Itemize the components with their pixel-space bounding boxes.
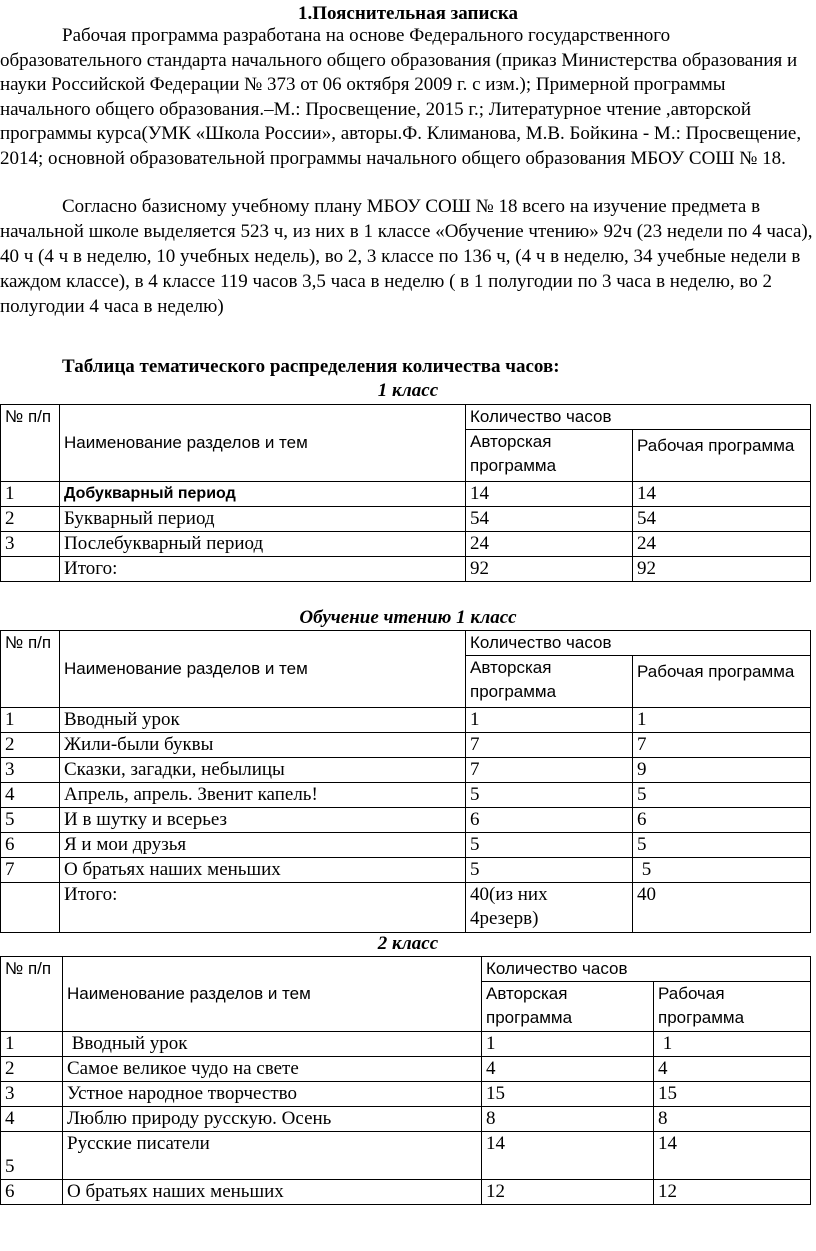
table3 xyxy=(0,956,811,1205)
table-row: 5 Русские писатели 14 14 xyxy=(1,1132,811,1180)
table-row: 2 Жили-были буквы 7 7 xyxy=(1,733,811,758)
table-row: 3 Сказки, загадки, небылицы 7 9 xyxy=(1,758,811,783)
table3-caption: 2 класс xyxy=(377,933,439,954)
table2 xyxy=(0,630,811,933)
header-work: Рабочая программа xyxy=(633,656,811,708)
header-work: Рабочая программа xyxy=(654,982,811,1032)
table-row: 4 Люблю природу русскую. Осень 8 8 xyxy=(1,1107,811,1132)
header-hours: Количество часов xyxy=(466,405,811,430)
table-row: Итого: 92 92 xyxy=(1,557,811,582)
table-row: 3 Устное народное творчество 15 15 xyxy=(1,1082,811,1107)
table1-caption: 1 класс xyxy=(377,380,439,401)
header-author: Авторская программа xyxy=(482,982,654,1032)
table-row: 2 Самое великое чудо на свете 4 4 xyxy=(1,1057,811,1082)
intro-paragraph xyxy=(0,24,812,171)
intro-paragraph-text: Рабочая программа разработана на основе Федерального государственного образовательного стандарта начального общего образования (приказ Министерства образования и науки Российской Федерации № 373 от 06 октября 2009 г. с изм.); Примерной программы начального общего образования.–М.: Просвещение, 2015 г.; Литературное чтение ,авторской программы курса(УМК «Школа России», авторы.Ф. Климанова, М.В. Бойкина - М.: Просвещение, 2014; основной образовательной программы начального общего образования МБОУ СОШ № 18. xyxy=(0,25,802,169)
table-row: Итого: 40(из них 4резерв) 40 xyxy=(1,883,811,933)
header-name: Наименование разделов и тем xyxy=(60,631,466,708)
table-heading: Таблица тематического распределения количества часов: xyxy=(62,356,560,377)
section-heading: 1.Пояснительная записка xyxy=(297,3,519,24)
table-row: 5 И в шутку и всерьез 6 6 xyxy=(1,808,811,833)
header-hours: Количество часов xyxy=(482,957,811,982)
table-row: 1 Добукварный период 14 14 xyxy=(1,482,811,507)
header-author: Авторская программа xyxy=(466,430,633,482)
header-author: Авторская программа xyxy=(466,656,633,708)
hours-paragraph-text: Согласно базисному учебному плану МБОУ СОШ № 18 всего на изучение предмета в начальной школе выделяется 523 ч, из них в 1 классе «Обучение чтению» 92ч (23 недели по 4 часа), 40 ч (4 ч в неделю, 10 учебных недель), во 2, 3 классе по 136 ч, (4 ч в неделю, 34 учебные недели в каждом классе), в 4 классе 119 часов 3,5 часа в неделю ( в 1 полугодии по 3 часа в неделю, во 2 полугодии 4 часа в неделю) xyxy=(0,196,813,317)
table-row: 6 О братьях наших меньших 12 12 xyxy=(1,1180,811,1205)
header-num: № п/п xyxy=(1,631,60,708)
header-work: Рабочая программа xyxy=(633,430,811,482)
header-name: Наименование разделов и тем xyxy=(63,957,482,1032)
header-name: Наименование разделов и тем xyxy=(60,405,466,482)
header-num: № п/п xyxy=(1,405,60,482)
table-row: 6 Я и мои друзья 5 5 xyxy=(1,833,811,858)
table-row: 4 Апрель, апрель. Звенит капель! 5 5 xyxy=(1,783,811,808)
table2-caption: Обучение чтению 1 класс xyxy=(299,607,517,628)
table-row: 1 Вводный урок 1 1 xyxy=(1,1032,811,1057)
hours-paragraph xyxy=(0,194,816,319)
header-num: № п/п xyxy=(1,957,63,1032)
table-row: 2 Букварный период 54 54 xyxy=(1,507,811,532)
table-row: 7 О братьях наших меньших 5 5 xyxy=(1,858,811,883)
table1 xyxy=(0,404,811,582)
table-row: 3 Послебукварный период 24 24 xyxy=(1,532,811,557)
header-hours: Количество часов xyxy=(466,631,811,656)
table-row: 1 Вводный урок 1 1 xyxy=(1,708,811,733)
